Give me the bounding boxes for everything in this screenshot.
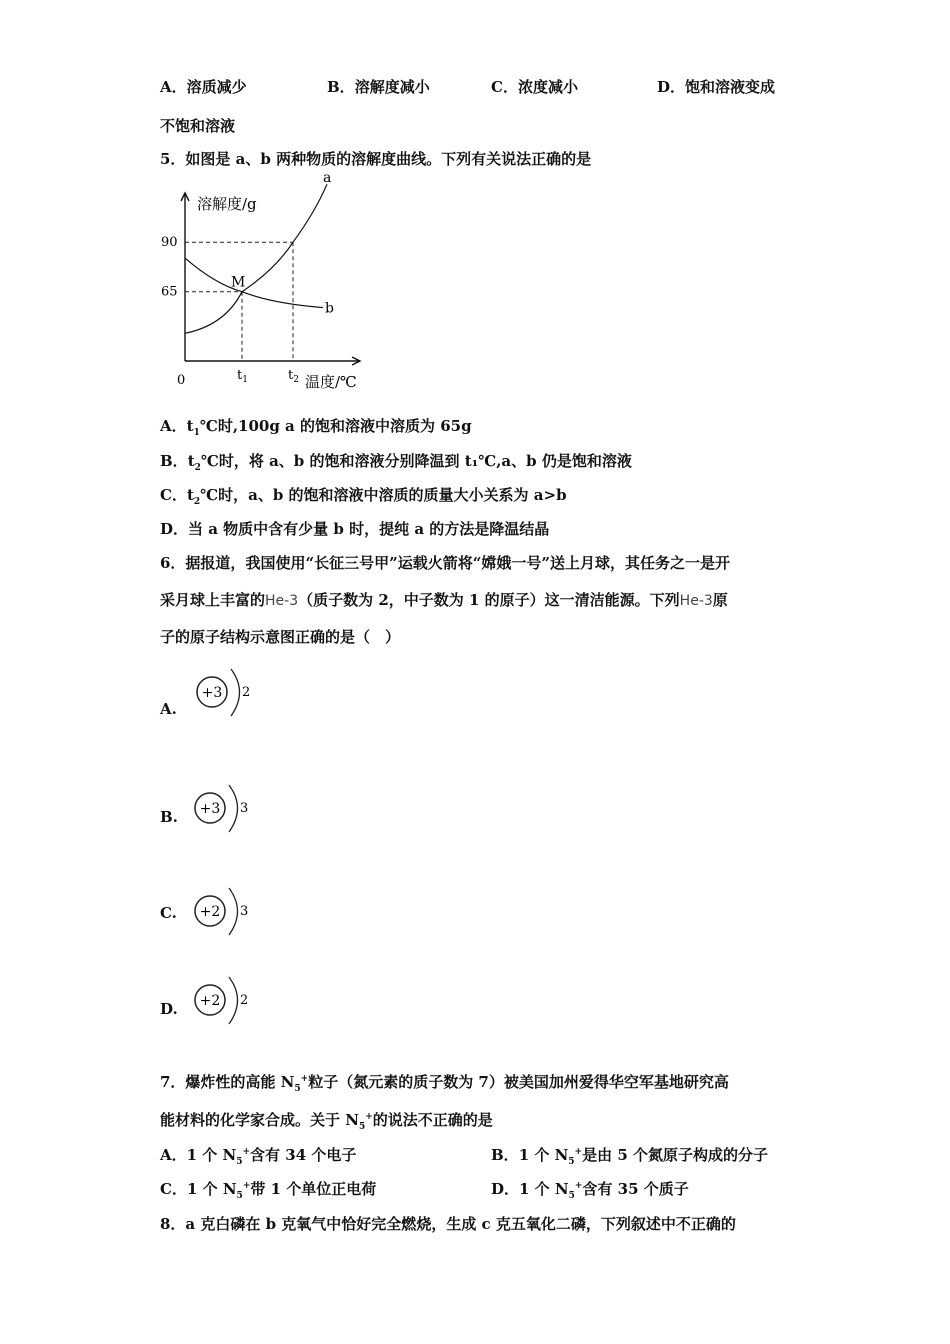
series-b-label: b xyxy=(325,300,334,317)
electron-count-d: 2 xyxy=(240,993,249,1008)
he3-label: He-3 xyxy=(265,593,299,609)
electron-shell-b xyxy=(229,785,238,832)
q6-line-3: 子的原子结构示意图正确的是（ ） xyxy=(160,628,401,646)
nucleus-charge-a: +3 xyxy=(201,685,223,701)
intersection-label: M xyxy=(231,274,246,291)
x-tick-label-t2: $t_2$ xyxy=(288,368,299,385)
q4-option-a: A．溶质减少 xyxy=(160,78,247,96)
he3-label-2: He-3 xyxy=(679,593,713,609)
q7-option-d: D．1 个 $N_5^+$含有 35 个质子 xyxy=(491,1180,689,1201)
solubility-chart xyxy=(155,170,370,395)
q5-option-d: D．当 a 物质中含有少量 b 时，提纯 a 的方法是降温结晶 xyxy=(160,520,550,538)
q4-option-d-continued: 不饱和溶液 xyxy=(160,117,236,135)
atom-diagram-d xyxy=(190,972,260,1032)
series-a-label: a xyxy=(323,170,332,187)
q6-option-a-letter: A. xyxy=(160,700,177,718)
q6-option-b-letter: B. xyxy=(160,808,178,826)
q5-option-c: C．$t_2℃$时，a、b 的饱和溶液中溶质的质量大小关系为 a>b xyxy=(160,486,567,507)
origin-label: 0 xyxy=(177,373,186,388)
electron-count-c: 3 xyxy=(240,904,249,919)
q7-option-b: B．1 个 $N_5^+$是由 5 个氮原子构成的分子 xyxy=(491,1146,768,1167)
x-tick-label-t1: $t_1$ xyxy=(237,368,248,385)
nucleus-charge-d: +2 xyxy=(199,993,221,1009)
q6-line-1: 6．据报道，我国使用“长征三号甲”运载火箭将“嫦娥一号”送上月球，其任务之一是开 xyxy=(160,554,730,572)
q5-option-a: A．$t_1℃$时,100g a 的饱和溶液中溶质为 65g xyxy=(160,417,472,438)
q6-option-c-letter: C. xyxy=(160,904,177,922)
q5-option-b: B．$t_2℃$时，将 a、b 的饱和溶液分别降温到 t₁℃,a、b 仍是饱和溶液 xyxy=(160,452,632,473)
q4-option-c: C．浓度减小 xyxy=(491,78,578,96)
atom-diagram-a xyxy=(190,665,260,725)
atom-diagram-c xyxy=(190,883,260,943)
q6-line-2: 采月球上丰富的He-3（质子数为 2，中子数为 1 的原子）这一清洁能源。下列He-3原 xyxy=(160,591,728,609)
y-tick-label-65: 65 xyxy=(161,284,178,300)
y-axis-label: 溶解度/g xyxy=(197,195,257,213)
electron-shell-d xyxy=(229,977,238,1024)
q8-line-1: 8．a 克白磷在 b 克氧气中恰好完全燃烧，生成 c 克五氧化二磷，下列叙述中不正确的 xyxy=(160,1215,736,1233)
q6-option-d-letter: D. xyxy=(160,1000,178,1018)
y-tick-label-90: 90 xyxy=(161,235,178,251)
q7-option-c: C．1 个 $N_5^+$带 1 个单位正电荷 xyxy=(160,1180,377,1201)
q7-line-1: 7．爆炸性的高能 $N_5^+$粒子（氮元素的质子数为 7）被美国加州爱得华空军基地研究高 xyxy=(160,1073,729,1094)
nucleus-charge-c: +2 xyxy=(199,904,221,920)
x-axis-label: 温度/℃ xyxy=(305,373,357,391)
q4-option-d: D．饱和溶液变成 xyxy=(657,78,776,96)
atom-diagram-b xyxy=(190,780,260,840)
nucleus-charge-b: +3 xyxy=(199,801,221,817)
electron-count-a: 2 xyxy=(242,685,251,700)
q7-line-2: 能材料的化学家合成。关于 $N_5^+$的说法不正确的是 xyxy=(160,1111,493,1132)
q4-option-b: B．溶解度减小 xyxy=(327,78,430,96)
q5-stem: 5．如图是 a、b 两种物质的溶解度曲线。下列有关说法正确的是 xyxy=(160,150,592,168)
q7-option-a: A．1 个 $N_5^+$含有 34 个电子 xyxy=(160,1146,357,1167)
electron-count-b: 3 xyxy=(240,801,249,816)
electron-shell-a xyxy=(231,669,240,716)
electron-shell-c xyxy=(229,888,238,935)
